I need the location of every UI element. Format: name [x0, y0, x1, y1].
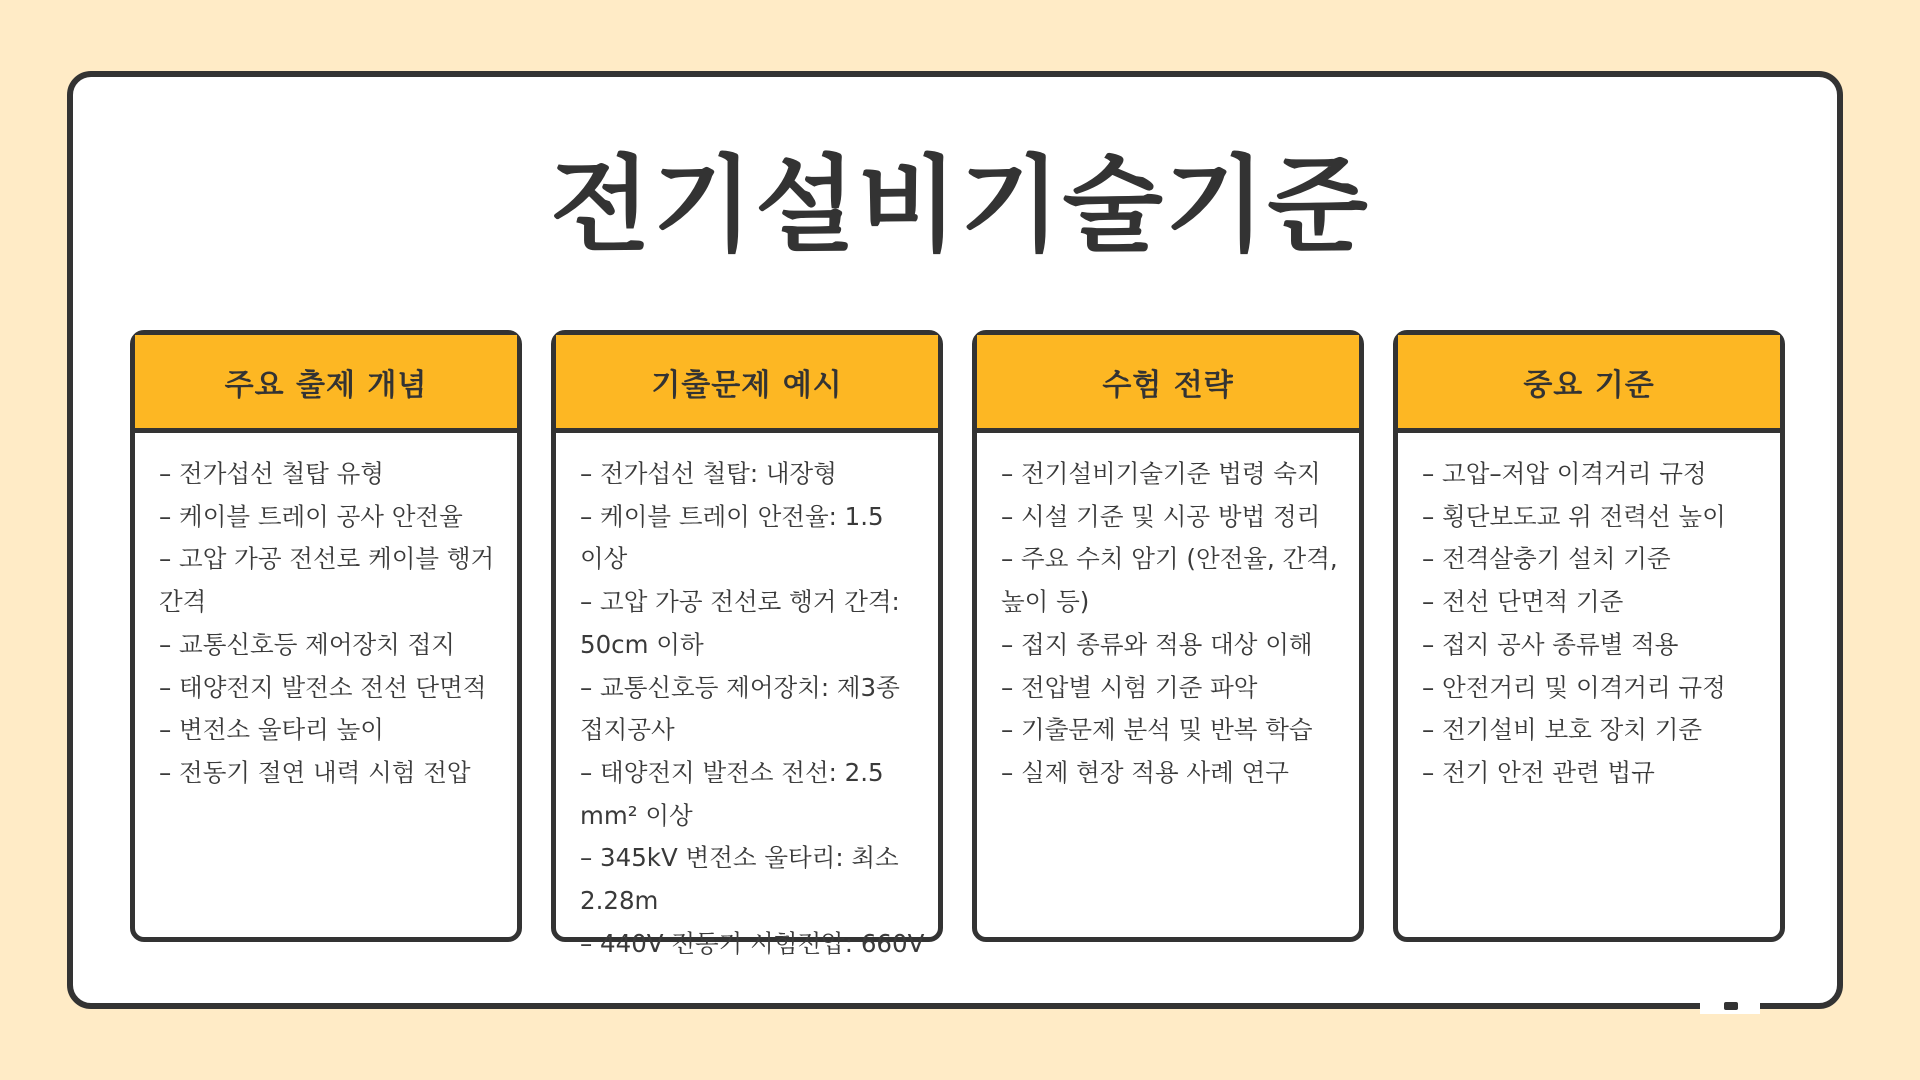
list-item: – 전가섭선 철탑 유형: [159, 459, 384, 488]
list-item: – 교통신호등 제어장치: 제3종 접지공사: [580, 672, 900, 745]
list-item: – 전기설비기술기준 법령 숙지: [1001, 459, 1321, 488]
card-list: [556, 433, 938, 965]
list-item: – 태양전지 발전소 전선 단면적: [159, 672, 487, 702]
list-item: – 교통신호등 제어장치 접지: [159, 629, 455, 659]
list-item: – 345kV 변전소 울타리: 최소 2.28m: [580, 843, 899, 916]
list-item: – 전기 안전 관련 법규: [1422, 757, 1655, 787]
list-item: – 안전거리 및 이격거리 규정: [1422, 672, 1726, 702]
list-item: – 전선 단면적 기준: [1422, 587, 1624, 617]
list-item: – 고압 가공 전선로 케이블 행거 간격: [159, 544, 495, 617]
card-exam-examples: [551, 330, 943, 958]
list-item: – 440V 전동기 시험전압: 660V: [580, 928, 925, 958]
card-header: 기출문제 예시: [556, 335, 938, 433]
list-item: – 고압–저압 이격거리 규정: [1422, 459, 1707, 488]
list-item: – 주요 수치 암기 (안전율, 간격, 높이 등): [1001, 544, 1338, 617]
card-header: 중요 기준: [1398, 335, 1780, 433]
frame-dot: [1724, 1002, 1738, 1010]
page-title: 전기설비기술기준: [550, 144, 1370, 266]
card-header: 수험 전략: [977, 335, 1359, 433]
card-exam-strategy: [972, 330, 1364, 942]
card-list: [135, 433, 517, 795]
card-list: [977, 433, 1359, 795]
list-item: – 접지 종류와 적용 대상 이해: [1001, 629, 1313, 659]
list-item: – 접지 공사 종류별 적용: [1422, 629, 1679, 659]
list-item: – 태양전지 발전소 전선: 2.5 mm² 이상: [580, 757, 884, 830]
list-item: – 케이블 트레이 공사 안전율: [159, 501, 463, 531]
card-important-standards: [1393, 330, 1785, 942]
list-item: – 전가섭선 철탑: 내장형: [580, 459, 837, 488]
list-item: – 전압별 시험 기준 파악: [1001, 672, 1258, 702]
list-item: – 케이블 트레이 안전율: 1.5 이상: [580, 501, 884, 574]
card-header: 주요 출제 개념: [135, 335, 517, 433]
list-item: – 변전소 울타리 높이: [159, 715, 384, 745]
list-item: – 기출문제 분석 및 반복 학습: [1001, 715, 1313, 745]
list-item: – 횡단보도교 위 전력선 높이: [1422, 501, 1726, 531]
list-item: – 전격살충기 설치 기준: [1422, 544, 1671, 574]
card-key-concepts: [130, 330, 522, 942]
list-item: – 전기설비 보호 장치 기준: [1422, 715, 1703, 745]
list-item: – 고압 가공 전선로 행거 간격: 50cm 이하: [580, 587, 900, 659]
list-item: – 전동기 절연 내력 시험 전압: [159, 757, 471, 787]
list-item: – 실제 현장 적용 사례 연구: [1001, 757, 1289, 787]
card-list: [1398, 433, 1780, 795]
list-item: – 시설 기준 및 시공 방법 정리: [1001, 501, 1321, 531]
